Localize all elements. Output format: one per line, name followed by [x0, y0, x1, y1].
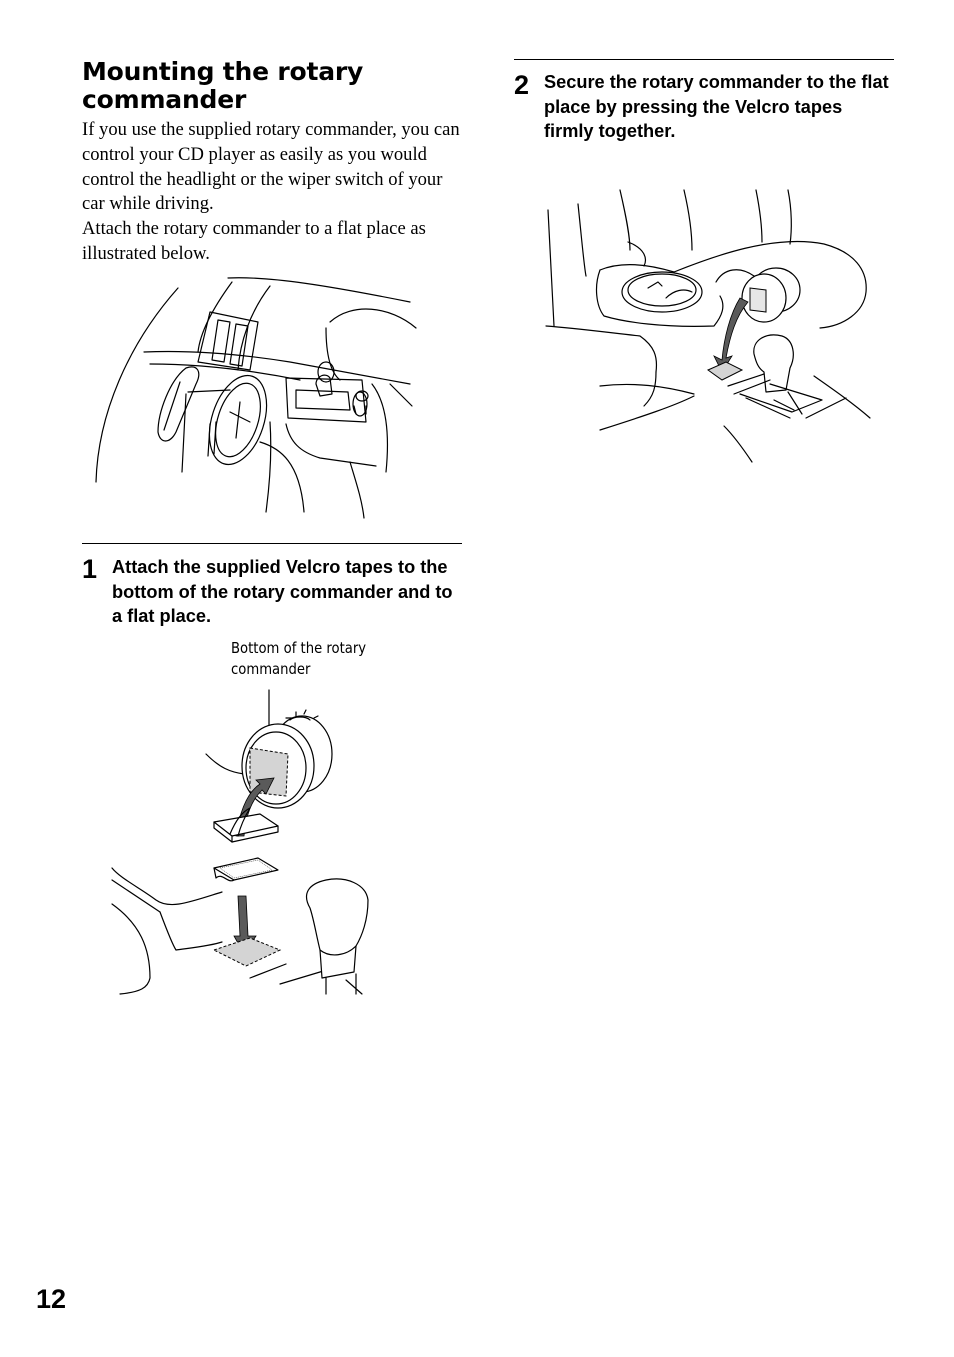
intro-paragraph-1: If you use the supplied rotary commander, you can control your CD player as easily as you would control the headlight or the wiper switch of your car while driving. [82, 119, 460, 215]
bottom-label-caption: Bottom of the rotary commander [231, 639, 367, 678]
page-number: 12 [36, 1284, 67, 1314]
car-interior-illustration [90, 272, 430, 522]
intro-paragraph-2: Attach the rotary commander to a flat place as illustrated below. [82, 218, 426, 264]
secured-commander-illustration [544, 186, 874, 466]
velcro-attachment-illustration [110, 688, 390, 998]
step-2-rule [514, 59, 894, 60]
step-2-number: 2 [514, 70, 530, 100]
step-1-number: 1 [82, 554, 98, 584]
step-1-text: Attach the supplied Velcro tapes to the bottom of the rotary commander and to a flat place. [112, 557, 453, 627]
intro-text [82, 118, 462, 267]
step-2-text: Secure the rotary commander to the flat place by pressing the Velcro tapes firmly together. [544, 72, 889, 142]
step-1-rule [82, 543, 462, 544]
section-title: Mounting the rotary commander [82, 57, 364, 114]
